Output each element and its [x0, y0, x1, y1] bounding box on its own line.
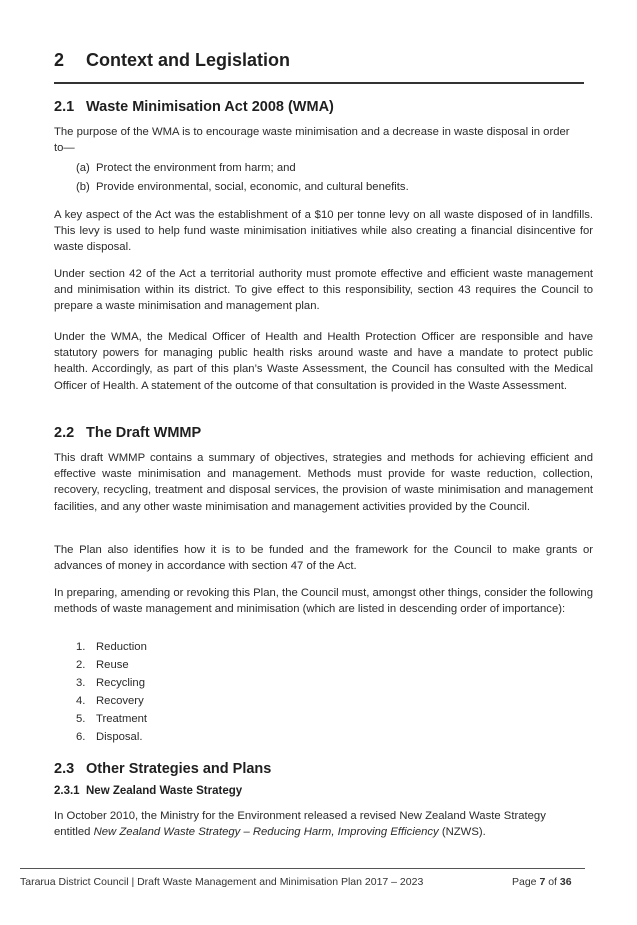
- section-heading: [54, 50, 290, 71]
- footer-rule: [20, 868, 585, 869]
- list-item: [76, 711, 147, 727]
- list-item: [76, 675, 145, 691]
- list-marker: 1.: [76, 641, 86, 653]
- subsection-heading-2-1: [54, 99, 334, 115]
- page-total: 36: [559, 876, 572, 888]
- nzws-line1: In October 2010, the Ministry for the Environment released a revised New Zealand Waste Strategy: [54, 810, 546, 822]
- wmmp-paragraph-funding: The Plan also identifies how it is to be funded and the framework for the Council to make grants or advances of money in accordance with section 47 of the Act.: [54, 544, 593, 573]
- list-marker: 3.: [76, 677, 86, 689]
- subsection-title: Other Strategies and Plans: [86, 761, 272, 777]
- subsection-number: 2.1: [54, 99, 75, 115]
- list-marker: (b): [76, 181, 90, 193]
- subsection-heading-2-2: [54, 425, 201, 441]
- list-marker: 5.: [76, 713, 86, 725]
- wma-intro-line2: to—: [54, 142, 75, 154]
- nzws-line2: [54, 824, 593, 840]
- page-current: 7: [539, 876, 546, 888]
- list-item: [76, 657, 129, 673]
- list-item: [76, 639, 147, 655]
- subsection-heading-2-3: [54, 761, 271, 777]
- wmmp-paragraph-methods: In preparing, amending or revoking this Plan, the Council must, amongst other things, consider the following methods of waste management and minimisation (which are listed in descending order of importance):: [54, 587, 593, 616]
- list-item-text: Recycling: [96, 677, 145, 689]
- list-item: [76, 729, 142, 745]
- section-title: Context and Legislation: [86, 50, 291, 70]
- section-number: 2: [54, 50, 65, 70]
- subsubsection-heading-2-3-1: [54, 785, 242, 797]
- nzws-prefix: entitled: [54, 826, 94, 838]
- nzws-strategy-title: New Zealand Waste Strategy – Reducing Harm, Improving Efficiency: [93, 826, 439, 838]
- wma-paragraph-section42: Under section 42 of the Act a territorial authority must promote effective and efficient waste management and minimisation within its district. To give effect to this responsibility, section 43 requires the Council to prepare a waste minimisation and management plan.: [54, 268, 593, 313]
- wma-paragraph-health: Under the WMA, the Medical Officer of Health and Health Protection Officer are responsible and have statutory powers for managing public health risks around waste and have a mandate to protect public health. Accordingly, as part of this plan’s Waste Assessment, the Council has consulted with the Medical Officer of Health. A statement of the outcome of that consultation is provided in the Waste Assessment.: [54, 331, 593, 392]
- list-item-text: Reduction: [96, 641, 147, 653]
- list-item-text: Provide environmental, social, economic, and cultural benefits.: [96, 181, 409, 193]
- list-item-text: Recovery: [96, 695, 144, 707]
- list-item-text: Reuse: [96, 659, 129, 671]
- nzws-suffix: (NZWS).: [438, 826, 486, 838]
- list-item: [76, 179, 409, 195]
- list-marker: 2.: [76, 659, 86, 671]
- wmmp-paragraph-summary: This draft WMMP contains a summary of objectives, strategies and methods for achieving efficient and effective waste minimisation and management. Methods must provide for waste reduction, collection, recovery, recycling, treatment and disposal services, the provision of waste minimisation and management facilities, and any other waste minimisation and management activities provided by the Council.: [54, 452, 593, 513]
- list-item-text: Disposal.: [96, 731, 143, 743]
- list-marker: 4.: [76, 695, 86, 707]
- subsection-title: The Draft WMMP: [86, 425, 202, 441]
- page-of: of: [545, 876, 560, 888]
- subsection-number: 2.2: [54, 425, 75, 441]
- wma-intro-line1: The purpose of the WMA is to encourage waste minimisation and a decrease in waste disposal in order: [54, 126, 570, 138]
- page-label: Page: [512, 876, 540, 888]
- subsubsection-title: New Zealand Waste Strategy: [86, 785, 243, 797]
- footer-title: Tararua District Council | Draft Waste Management and Minimisation Plan 2017 – 2023: [20, 876, 424, 888]
- list-marker: (a): [76, 162, 90, 174]
- subsection-title: Waste Minimisation Act 2008 (WMA): [86, 99, 334, 115]
- subsubsection-number: 2.3.1: [54, 785, 80, 797]
- subsection-number: 2.3: [54, 761, 75, 777]
- section-rule: [54, 82, 584, 84]
- list-item-text: Protect the environment from harm; and: [96, 162, 296, 174]
- list-item-text: Treatment: [96, 713, 148, 725]
- wma-paragraph-levy: A key aspect of the Act was the establishment of a $10 per tonne levy on all waste disposed of in landfills. This levy is used to help fund waste minimisation initiatives while also creating a financial disincentive for waste disposal.: [54, 209, 593, 254]
- list-marker: 6.: [76, 731, 86, 743]
- list-item: [76, 160, 296, 176]
- list-item: [76, 693, 144, 709]
- page-number: [512, 876, 572, 888]
